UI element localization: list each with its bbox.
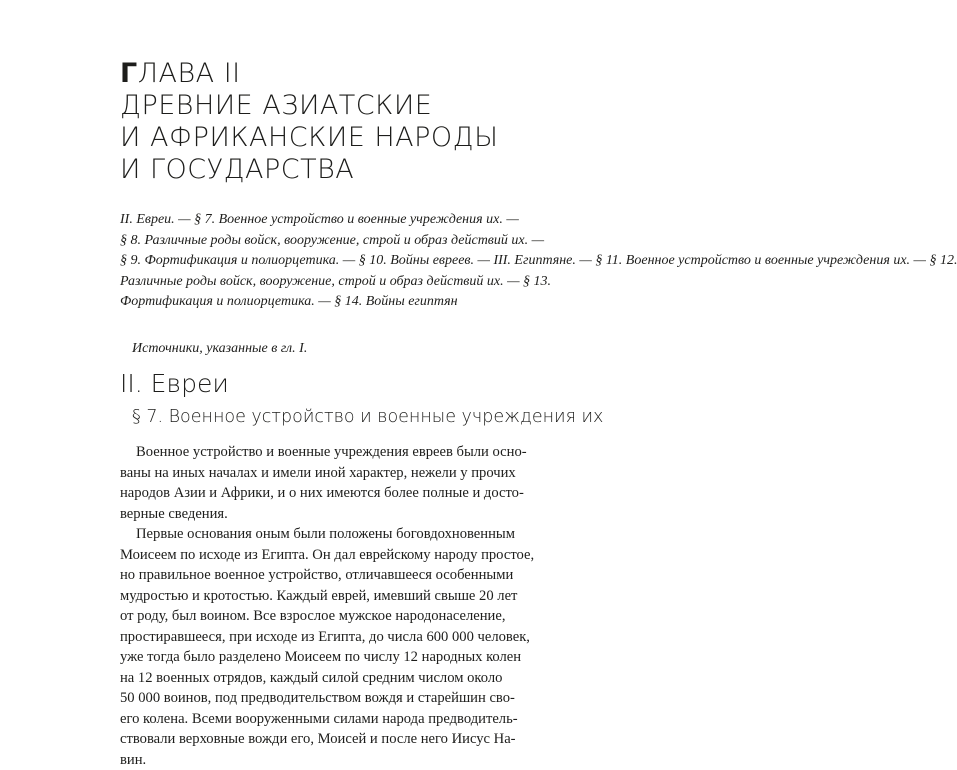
chapter-title bbox=[120, 58, 560, 186]
body-line: вин. bbox=[120, 750, 552, 770]
body-line: верные сведения. bbox=[120, 504, 552, 525]
body-line: от роду, был воином. Все взрослое мужское народонаселение, bbox=[120, 606, 552, 627]
chapter-title-line-2: ДРЕВНИЕ АЗИАТСКИЕ bbox=[120, 90, 560, 122]
body-line: ваны на иных началах и имели иной характер, нежели у прочих bbox=[120, 463, 552, 484]
body-line: его колена. Всеми вооруженными силами народа предводитель- bbox=[120, 709, 552, 730]
contents-line-1: II. Евреи. — § 7. Военное устройство и военные учреждения их. — bbox=[120, 210, 552, 231]
sources-note: Источники, указанные в гл. I. bbox=[132, 339, 307, 359]
body-line: уже тогда было разделено Моисеем по числу 12 народных колен bbox=[120, 647, 552, 668]
body-line: но правильное военное устройство, отличавшееся особенными bbox=[120, 565, 552, 586]
body-line: народов Азии и Африки, и о них имеются более полные и досто- bbox=[120, 483, 552, 504]
body-line: 50 000 воинов, под предводительством вождя и старейшин сво- bbox=[120, 688, 552, 709]
chapter-contents-summary bbox=[120, 210, 552, 313]
contents-line-5: Фортификация и полиорцетика. — § 14. Войны египтян bbox=[120, 292, 552, 313]
chapter-title-line-4: И ГОСУДАРСТВА bbox=[120, 154, 560, 186]
contents-line-2: § 8. Различные роды войск, вооружение, строй и образ действий их. — bbox=[120, 231, 552, 252]
body-line: Первые основания оным были положены боговдохновенным bbox=[120, 524, 552, 545]
subsection-title: § 7. Военное устройство и военные учреждения их bbox=[132, 405, 603, 429]
chapter-title-initial: Г bbox=[120, 58, 138, 89]
contents-line-3: § 9. Фортификация и полиорцетика. — § 10. Войны евреев. — III. Египтяне. — § 11. Военное устройство и военные учреждения их. — § 12. bbox=[120, 251, 552, 272]
contents-line-4: Различные роды войск, вооружение, строй и образ действий их. — § 13. bbox=[120, 272, 552, 293]
body-text bbox=[120, 442, 552, 770]
body-line: мудростью и кротостью. Каждый еврей, имевший свыше 20 лет bbox=[120, 586, 552, 607]
section-title: II. Евреи bbox=[120, 368, 229, 400]
body-line: Моисеем по исходе из Египта. Он дал еврейскому народу простое, bbox=[120, 545, 552, 566]
chapter-title-line-1-text: ЛАВА II bbox=[138, 58, 241, 89]
body-line: ствовали верховные вожди его, Моисей и после него Иисус На- bbox=[120, 729, 552, 750]
body-line: Военное устройство и военные учреждения евреев были осно- bbox=[120, 442, 552, 463]
chapter-title-line-3: И АФРИКАНСКИЕ НАРОДЫ bbox=[120, 122, 560, 154]
body-line: на 12 военных отрядов, каждый силой средним числом около bbox=[120, 668, 552, 689]
body-line: простиравшееся, при исходе из Египта, до числа 600 000 человек, bbox=[120, 627, 552, 648]
chapter-title-line-1 bbox=[120, 58, 560, 90]
